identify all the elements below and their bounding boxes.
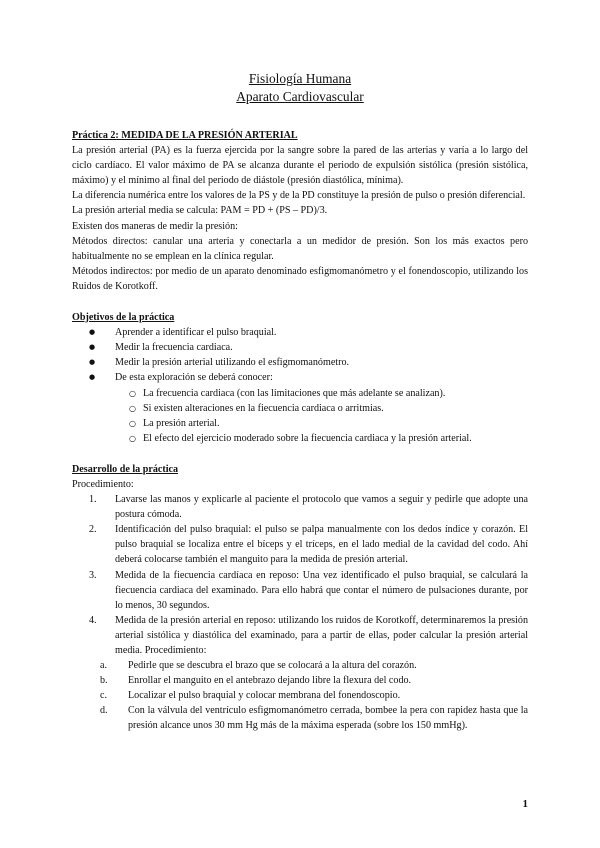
list-item: ● Medir la presión arterial utilizando el esfigmomanómetro. — [89, 355, 528, 370]
substep-letter: b. — [100, 675, 108, 687]
step-text: Medida de la fiecuencia cardíaca en reposo: Una vez identificado el pulso braquial, se calculará la fiecuencia cardiaca del examinado. Para ello habrá que contar el número de pulsaciones durante, por lo menos, 30 segundos. — [115, 569, 528, 611]
list-item — [89, 613, 528, 658]
list-item — [89, 492, 528, 522]
document-page — [72, 70, 528, 734]
intro-paragraph: Métodos indirectos: por medio de un aparato denominado esfigmomanómetro y el fonendoscopio, utilizando los Ruidos de Korotkoff. — [72, 265, 528, 292]
list-item — [100, 658, 528, 673]
substep-text: Enrollar el manguito en el antebrazo dejando libre la flexura del codo. — [128, 675, 412, 687]
list-item — [89, 522, 528, 567]
intro-paragraph: Existen dos maneras de medir la presión: — [72, 220, 238, 232]
step-text: Lavarse las manos y explicarle al paciente el protocolo que vamos a seguir y pedirle que adopte una postura cómoda. — [115, 494, 528, 521]
step-number: 1. — [89, 494, 97, 506]
substep-text: Pedirle que se descubra el brazo que se colocará a la altura del corazón. — [128, 660, 417, 672]
intro-paragraph: La diferencia numérica entre los valores de la PS y de la PD constituye la presión de pulso o presión diferencial. — [72, 190, 526, 202]
step-number: 2. — [89, 524, 97, 536]
list-item — [100, 688, 528, 703]
list-item: ○ El efecto del ejercicio moderado sobre la fiecuencia cardiaca y la presión arterial. — [129, 431, 528, 446]
list-item — [100, 673, 528, 688]
intro-paragraph: Métodos directos: canular una arteria y conectarla a un medidor de presión. Son los más exactos pero habitualmente no se emplean en la clínica regular. — [72, 235, 528, 262]
list-item: ○ La presión arterial. — [129, 416, 528, 431]
step-number: 4. — [89, 614, 97, 626]
step-text: Medida de la presión arterial en reposo: utilizando los ruidos de Korotkoff, determinaremos la presión arterial sistólica y diastólica del examinado, para a partir de ellas, poder calcular la presión arterial media. Procedimiento: — [115, 614, 528, 656]
objectives-heading: Objetivos de la práctica — [72, 312, 175, 324]
procedure-substeps — [72, 658, 528, 733]
substep-letter: d. — [100, 705, 108, 717]
list-item: ● De esta exploración se deberá conocer: — [89, 370, 528, 385]
step-text: Identificación del pulso braquial: el pulso se palpa manualmente con los dedos índice y corazón. El pulso braquial se localiza entre el bíceps y el tríceps, en el lado medial de la cavidad del codo. Ahí deberá colocarse también el manguito para la medida de presión arterial. — [115, 524, 528, 566]
substep-letter: a. — [100, 660, 108, 672]
substep-text: Con la válvula del ventrículo esfigmomanómetro cerrada, bombee la pera con rapidez hasta que la presión alcance unos 30 mm Hg más de la máxima esperada (sobre los 150 mmHg). — [128, 705, 528, 732]
list-item: ○ La frecuencia cardiaca (con las limitaciones que más adelante se analizan). — [129, 386, 528, 401]
list-item: ● Aprender a identificar el pulso braquial. — [89, 325, 528, 340]
procedure-steps — [72, 492, 528, 658]
development-heading: Desarrollo de la práctica — [72, 463, 179, 475]
intro-paragraph: La presión arterial media se calcula: PAM = PD + (PS – PD)/3. — [72, 205, 328, 217]
list-item — [89, 568, 528, 613]
step-number: 3. — [89, 569, 97, 581]
procedure-label: Procedimiento: — [72, 478, 134, 490]
list-item — [100, 703, 528, 733]
page-number: 1 — [522, 798, 528, 810]
substep-letter: c. — [100, 690, 108, 702]
substep-text: Localizar el pulso braquial y colocar membrana del fonendoscopio. — [128, 690, 401, 702]
objectives-list — [72, 325, 528, 385]
objectives-sublist — [72, 386, 528, 446]
intro-paragraph: La presión arterial (PA) es la fuerza ejercida por la sangre sobre la pared de las arterias y varía a lo largo del ciclo cardíaco. El valor máximo de PA se alcanza durante el periodo de expulsión sistólica (presión sistólica, máximo) y el mínimo al final del periodo de diástole (presión diastólica, mínima). — [72, 145, 528, 187]
document-title: Fisiología Humana — [248, 71, 352, 86]
document-subtitle: Aparato Cardiovascular — [236, 89, 364, 104]
document-title-block — [72, 70, 528, 106]
list-item: ● Medir la frecuencia cardiaca. — [89, 340, 528, 355]
practice-heading: Práctica 2: MEDIDA DE LA PRESIÓN ARTERIAL — [72, 130, 298, 141]
list-item: ○ Si existen alteraciones en la fiecuencia cardiaca o arritmias. — [129, 401, 528, 416]
